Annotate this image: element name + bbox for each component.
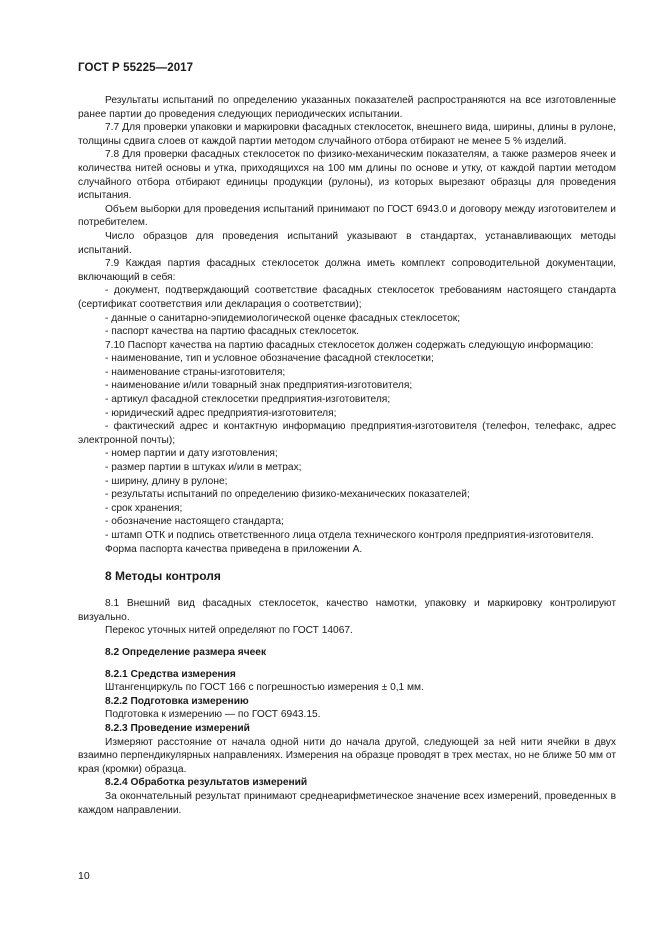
- subsubsection-title-8-2-3: 8.2.3 Проведение измерений: [105, 722, 250, 734]
- paragraph-sample-volume: Объем выборки для проведения испытаний принимают по ГОСТ 6943.0 и договору между изготовителем и потребителем.: [78, 203, 616, 229]
- paragraph-7-7: 7.7 Для проверки упаковки и маркировки фасадных стеклосеток, внешнего вида, ширины, длины в рулоне, толщины сдвига слоев от каждой партии методом случайного отбора отбирают не менее 5 % изделий.: [78, 122, 616, 147]
- list-item: - ширину, длину в рулоне;: [105, 475, 228, 487]
- list-item: - наименование, тип и условное обозначение фасадной стеклосетки;: [105, 353, 434, 365]
- list-item: - номер партии и дату изготовления;: [105, 448, 278, 460]
- section-title-8: 8 Методы контроля: [105, 569, 221, 584]
- page-number: 10: [78, 870, 90, 882]
- subsubsection-title-8-2-4: 8.2.4 Обработка результатов измерений: [105, 777, 308, 789]
- subsection-title-8-2: 8.2 Определение размера ячеек: [105, 646, 267, 658]
- paragraph-8-2-2: Подготовка к измерению — по ГОСТ 6943.15.: [105, 709, 321, 721]
- paragraph-8-2-1: Штангенциркуль по ГОСТ 166 с погрешностью измерения ± 0,1 мм.: [105, 682, 424, 694]
- list-item: - документ, подтверждающий соответствие фасадных стеклосеток требованиям настоящего стандарта (сертификат соответствия или декларация о соответствии);: [78, 285, 616, 310]
- subsubsection-title-8-2-2: 8.2.2 Подготовка измерению: [105, 695, 249, 707]
- paragraph-sample-count: Число образцов для проведения испытаний указывают в стандартах, устанавливающих методы испытаний.: [78, 230, 616, 256]
- list-item: - наименование и/или товарный знак предприятия-изготовителя;: [105, 380, 413, 392]
- document-body: [78, 94, 616, 817]
- list-item: - срок хранения;: [105, 502, 183, 514]
- paragraph-skew: Перекос уточных нитей определяют по ГОСТ 14067.: [105, 625, 353, 637]
- subsubsection-title-8-2-1: 8.2.1 Средства измерения: [105, 668, 236, 680]
- list-item: - артикул фасадной стеклосетки предприятия-изготовителя;: [105, 394, 391, 406]
- list-item: - результаты испытаний по определению физико-механических показателей;: [105, 489, 470, 501]
- list-item: - юридический адрес предприятия-изготовителя;: [105, 407, 337, 419]
- list-item: - паспорт качества на партию фасадных стеклосеток.: [105, 326, 359, 338]
- document-header: ГОСТ Р 55225—2017: [78, 62, 194, 74]
- paragraph-8-1: 8.1 Внешний вид фасадных стеклосеток, качество намотки, упаковку и маркировку контролируют визуально.: [78, 598, 616, 623]
- paragraph-8-2-4: За окончательный результат принимают среднеарифметическое значение всех измерений, проведенных в каждом направлении.: [78, 790, 616, 816]
- paragraph-7-9: 7.9 Каждая партия фасадных стеклосеток должна иметь комплект сопроводительной документации, включающий в себя:: [78, 258, 616, 283]
- paragraph-8-2-3: Измеряют расстояние от начала одной нити до начала другой, следующей за ней нити ячейки в двух взаимно перпендикулярных направлениях. Измерения на образце проводят в трех местах, но не ближе 50 мм от края (кромки) образца.: [78, 736, 616, 775]
- list-item: - размер партии в штуках и/или в метрах;: [105, 462, 302, 474]
- paragraph-7-8: 7.8 Для проверки фасадных стеклосеток по физико-механическим показателям, а также размеров ячеек и количества нитей основы и утка, приходящихся на 100 мм длины по основе и утку, от каждой партии методом случайного отбора отбирают единицы продукции (рулоны), из которых вырезают образцы для проведения испытания.: [78, 149, 616, 202]
- list-item: - фактический адрес и контактную информацию предприятия-изготовителя (телефон, телефакс, адрес электронной почты);: [78, 421, 616, 446]
- paragraph-7-10: 7.10 Паспорт качества на партию фасадных стеклосеток должен содержать следующую информацию:: [105, 339, 594, 351]
- list-item: - штамп ОТК и подпись ответственного лица отдела технического контроля предприятия-изготовителя.: [105, 530, 594, 541]
- list-item: - обозначение настоящего стандарта;: [105, 516, 284, 528]
- paragraph-passport-form: Форма паспорта качества приведена в приложении А.: [105, 543, 363, 555]
- list-item: - наименование страны-изготовителя;: [105, 366, 286, 378]
- paragraph-results-spread: Результаты испытаний по определению указанных показателей распространяются на все изготовленные ранее партии до проведения следующих периодических испытании.: [78, 95, 616, 120]
- list-item: - данные о санитарно-эпидемиологической оценке фасадных стеклосеток;: [105, 312, 461, 324]
